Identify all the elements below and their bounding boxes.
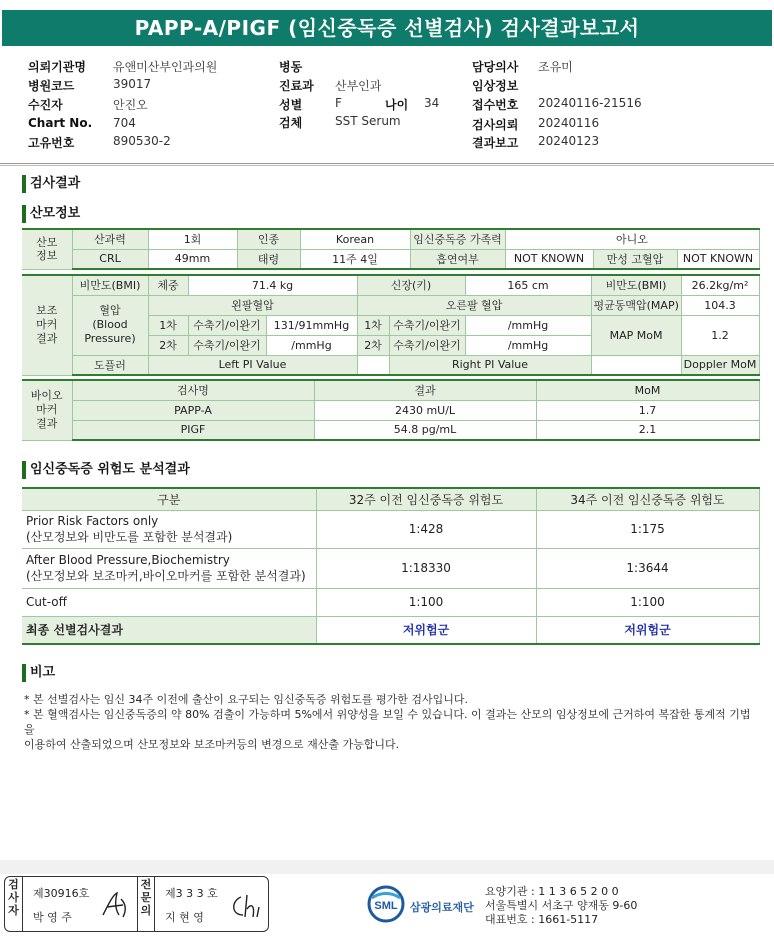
footer-divider: [0, 860, 774, 874]
bio-header-name: 검사명: [72, 380, 314, 400]
tester-name: 박 영 주: [33, 911, 72, 924]
left-second-sysdia-label: 수축기/이완기: [188, 335, 266, 355]
remarks-notes: [24, 692, 754, 752]
hypertension-value: NOT KNOWN: [677, 249, 759, 269]
risk-row-34w: 1:175: [536, 510, 759, 548]
doctor-value: 조유미: [538, 60, 573, 74]
maternal-info-table: [22, 228, 760, 270]
expert-name: 지 현 영: [165, 911, 204, 924]
final-result-label: 최종 선별검사결과: [22, 616, 316, 644]
expert-label: 전 문 의: [137, 877, 155, 931]
code-label: 병원코드: [28, 79, 75, 93]
smoking-label: 흡연여부: [410, 249, 505, 269]
section-results-title: 검사결과: [22, 175, 80, 193]
age-value: 34: [424, 96, 440, 110]
right-first-sysdia-label: 수축기/이완기: [389, 315, 465, 335]
clinical-label: 임상정보: [472, 79, 519, 93]
section-maternal-title: 산모정보: [22, 205, 80, 223]
parity-value: 1회: [148, 229, 237, 249]
request-value: 20240116: [538, 116, 600, 130]
patient-value: 안진오: [113, 98, 148, 112]
dept-value: 산부인과: [335, 79, 382, 93]
request-label: 검사의뢰: [472, 118, 519, 132]
patient-info: [0, 54, 774, 154]
final-result-34w: 저위험군: [536, 616, 759, 644]
receipt-value: 20240116-21516: [538, 96, 642, 110]
header-divider: [0, 163, 774, 166]
bio-row-result: 54.8 pg/mL: [314, 420, 536, 440]
risk-header-category: 구분: [22, 488, 316, 510]
bio-row-mom: 2.1: [536, 420, 759, 440]
left-first-value: 131/91mmHg: [266, 315, 357, 335]
doctor-label: 담당의사: [472, 60, 519, 74]
bio-header-result: 결과: [314, 380, 536, 400]
expert-license: 제3 3 3 호: [165, 887, 218, 900]
institution-label: 의뢰기관명: [28, 60, 86, 74]
crl-value: 49mm: [148, 249, 237, 269]
bio-row-name: PAPP-A: [72, 400, 314, 420]
note-line: 이용하여 산출되었으며 산모정보와 보조마커등의 변경으로 재산출 가능합니다.: [24, 738, 400, 751]
left-first-sysdia-label: 수축기/이완기: [188, 315, 266, 335]
right-arm-label: 오른팔 혈압: [357, 295, 591, 315]
parity-label: 산과력: [72, 229, 148, 249]
risk-row-32w: 1:18330: [316, 548, 536, 588]
note-line: * 본 혈액검사는 임신중독증의 약 80% 검출이 가능하며 5%에서 위양성을 보일 수 있습니다. 이 결과는 산모의 임상정보에 근거하여 복잡한 통계적 기법을: [24, 708, 751, 736]
family-history-label: 임신중독증 가족력: [410, 229, 505, 249]
risk-row-34w: 1:3644: [536, 548, 759, 588]
risk-row-label: [22, 510, 316, 548]
institution-value: 유앤미산부인과의원: [113, 60, 218, 74]
risk-cutoff-label: Cut-off: [22, 588, 316, 616]
sml-logo-text: SML: [374, 900, 398, 912]
chart-value: 704: [113, 116, 136, 130]
weight-label: 체중: [148, 275, 188, 295]
right-pi-label: Right PI Value: [389, 355, 591, 375]
smoking-value: NOT KNOWN: [505, 249, 593, 269]
right-second-sysdia-label: 수축기/이완기: [389, 335, 465, 355]
height-value: 165 cm: [465, 275, 591, 295]
report-value: 20240123: [538, 134, 600, 148]
risk-row-label: [22, 548, 316, 588]
org-name: 삼광의료재단: [410, 901, 474, 914]
tester-signature: [99, 889, 133, 921]
doppler-mom-label: Doppler MoM: [681, 355, 759, 375]
bmi-value: 26.2kg/m²: [681, 275, 759, 295]
sex-label: 성별: [279, 98, 303, 112]
left-arm-label: 왼팔혈압: [148, 295, 357, 315]
crl-label: CRL: [72, 249, 148, 269]
dept-label: 진료과: [279, 79, 314, 93]
biomarker-table: [22, 379, 760, 441]
section-risk-title: 임신중독증 위험도 분석결과: [22, 461, 190, 479]
note-line: * 본 선별검사는 임신 34주 이전에 출산이 요구되는 임신중독증 위험도를 평가한 검사입니다.: [24, 693, 468, 706]
hypertension-label: 만성 고혈압: [593, 249, 677, 269]
section-remarks-title: 비고: [22, 664, 55, 682]
receipt-label: 접수번호: [472, 98, 519, 112]
race-value: Korean: [300, 229, 410, 249]
right-pi-value: [591, 355, 681, 375]
ga-value: 11주 4일: [300, 249, 410, 269]
family-history-value: 아니오: [505, 229, 759, 249]
doppler-label: 도플러: [72, 355, 148, 375]
risk-cutoff-34w: 1:100: [536, 588, 759, 616]
risk-cutoff-32w: 1:100: [316, 588, 536, 616]
map-label: 평균동맥압(MAP): [591, 295, 681, 315]
left-pi-value: [357, 355, 389, 375]
org-code: 요양기관 : 1 1 3 6 5 2 0 0: [485, 885, 619, 898]
auxiliary-marker-table: [22, 274, 760, 376]
report-label: 결과보고: [472, 136, 519, 150]
id-value: 890530-2: [113, 134, 171, 148]
tester-label: 검 사 자: [5, 877, 23, 931]
right-first-label: 1차: [357, 315, 389, 335]
maternal-group-label: 산모 정보: [22, 229, 72, 269]
bio-header-mom: MoM: [536, 380, 759, 400]
patient-label: 수진자: [28, 98, 63, 112]
map-value: 104.3: [681, 295, 759, 315]
auxiliary-group-label: 보조 마커 결과: [22, 275, 72, 375]
bmi-section-label: 비만도(BMI): [72, 275, 148, 295]
report-title: PAPP-A/PIGF (임신중독증 선별검사) 검사결과보고서: [2, 10, 772, 46]
left-pi-label: Left PI Value: [148, 355, 357, 375]
height-label: 신장(키): [357, 275, 465, 295]
right-second-value: /mmHg: [465, 335, 591, 355]
biomarker-group-label: 바이오 마커 결과: [22, 380, 72, 440]
risk-row-title: Prior Risk Factors only: [26, 513, 159, 528]
risk-row-subtitle: (산모정보와 보조마커,바이오마커를 포함한 분석결과): [26, 568, 306, 583]
bio-row-mom: 1.7: [536, 400, 759, 420]
final-result-32w: 저위험군: [316, 616, 536, 644]
org-info: [485, 885, 637, 927]
chart-label: Chart No.: [28, 116, 93, 130]
expert-signature: [227, 891, 265, 921]
sex-value: F: [335, 96, 342, 110]
risk-header-34w: 34주 이전 임신중독증 위험도: [536, 488, 759, 510]
ward-label: 병동: [279, 60, 303, 74]
code-value: 39017: [113, 77, 152, 91]
bio-row-name: PIGF: [72, 420, 314, 440]
id-label: 고유번호: [28, 136, 75, 150]
map-mom-value: 1.2: [681, 315, 759, 355]
right-second-label: 2차: [357, 335, 389, 355]
left-first-label: 1차: [148, 315, 188, 335]
ga-label: 태령: [237, 249, 300, 269]
risk-row-32w: 1:428: [316, 510, 536, 548]
org-phone: 대표번호 : 1661-5117: [485, 913, 599, 926]
bmi-label: 비만도(BMI): [591, 275, 681, 295]
left-second-value: /mmHg: [266, 335, 357, 355]
left-second-label: 2차: [148, 335, 188, 355]
risk-row-subtitle: (산모정보와 비만도를 포함한 분석결과): [26, 529, 233, 544]
sml-logo-icon: [366, 884, 406, 924]
race-label: 인종: [237, 229, 300, 249]
specimen-value: SST Serum: [335, 114, 401, 128]
bio-row-result: 2430 mU/L: [314, 400, 536, 420]
risk-analysis-table: [22, 487, 760, 645]
tester-license: 제30916호: [33, 887, 90, 900]
age-label: 나이: [385, 98, 409, 112]
map-mom-label: MAP MoM: [591, 315, 681, 355]
risk-row-title: After Blood Pressure,Biochemistry: [26, 552, 230, 567]
weight-value: 71.4 kg: [188, 275, 357, 295]
signature-box: [4, 876, 269, 932]
org-address: 서울특별시 서초구 양재동 9-60: [485, 899, 638, 912]
specimen-label: 검체: [279, 116, 303, 130]
bp-label: 혈압 (Blood Pressure): [72, 295, 148, 355]
risk-header-32w: 32주 이전 임신중독증 위험도: [316, 488, 536, 510]
right-first-value: /mmHg: [465, 315, 591, 335]
